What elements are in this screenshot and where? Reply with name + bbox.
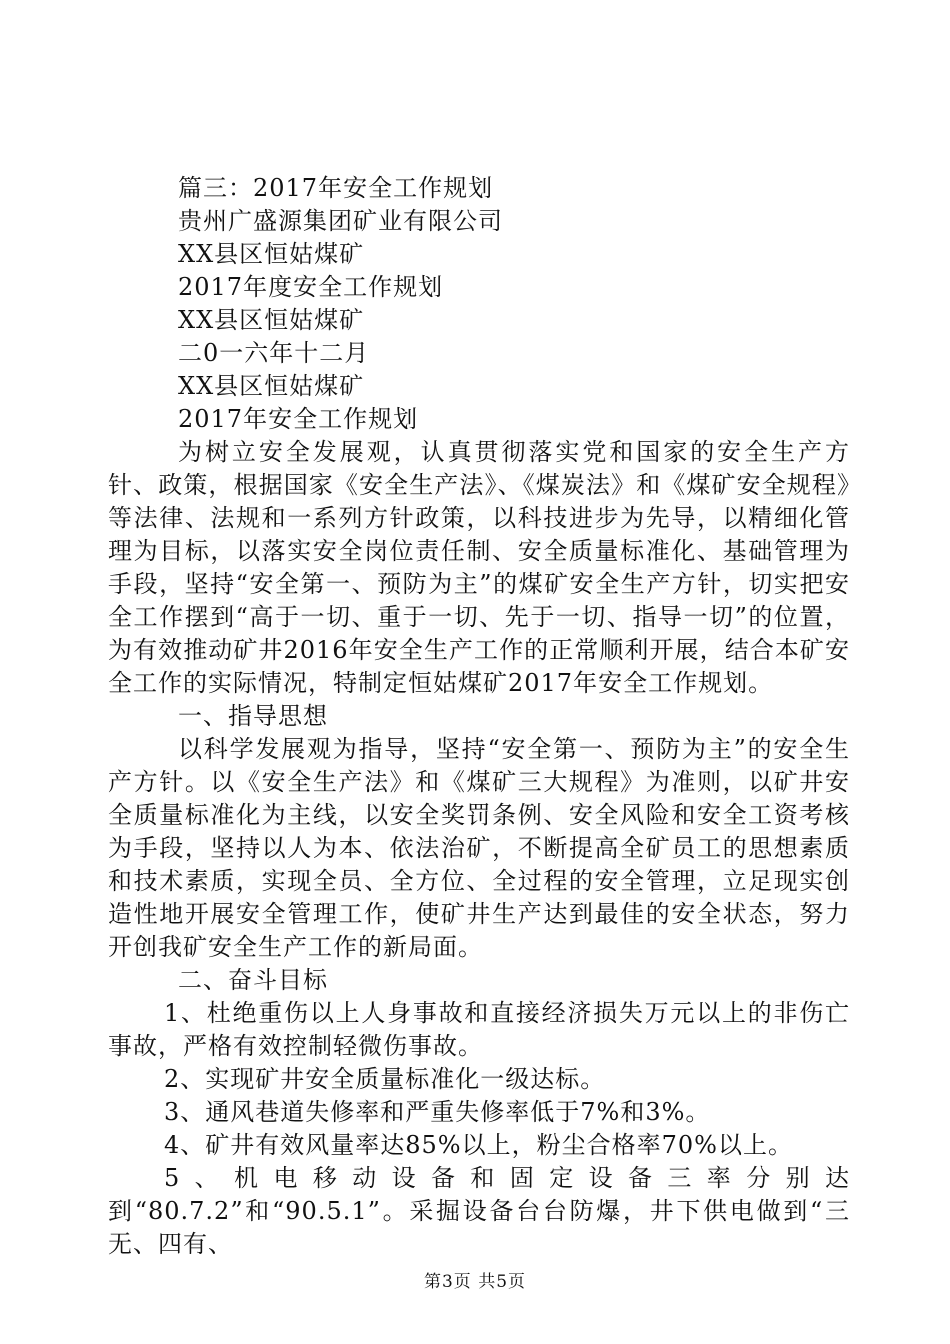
goal-item: 5、机电移动设备和固定设备三率分别达到“80.7.2”和“90.5.1”。采掘设备台台防爆，井下供电做到“三无、四有、: [108, 1164, 850, 1258]
goal-item: 3、通风巷道失修率和严重失修率低于7%和3%。: [164, 1098, 711, 1126]
mine-name: XX县区恒姑煤矿: [178, 240, 365, 268]
intro-paragraph: 为树立安全发展观，认真贯彻落实党和国家的安全生产方针、政策，根据国家《安全生产法》、《煤炭法》和《煤矿安全规程》等法律、法规和一系列方针政策，以科技进步为先导，以精细化管理为目标，以落实安全岗位责任制、安全质量标准化、基础管理为手段，坚持“安全第一、预防为主”的煤矿安全生产方针，切实把安全工作摆到“高于一切、重于一切、先于一切、指导一切”的位置，为有效推动矿井2016年安全生产工作的正常顺利开展，结合本矿安全工作的实际情况，特制定恒姑煤矿2017年安全工作规划。: [108, 438, 850, 697]
section-heading-guiding-ideology: 一、指导思想: [178, 702, 328, 730]
company-name: 贵州广盛源集团矿业有限公司: [178, 207, 503, 235]
mine-name-repeat: XX县区恒姑煤矿: [178, 372, 365, 400]
page-number-footer: 第3页 共5页: [423, 1272, 527, 1292]
guiding-ideology-paragraph: 以科学发展观为指导，坚持“安全第一、预防为主”的安全生产方针。以《安全生产法》和《煤矿三大规程》为准则，以矿井安全质量标准化为主线，以安全奖罚条例、安全风险和安全工资考核为手段，坚持以人为本、依法治矿，不断提高全矿员工的思想素质和技术素质，实现全员、全方位、全过程的安全管理，立足现实创造性地开展安全管理工作，使矿井生产达到最佳的安全状态，努力开创我矿安全生产工作的新局面。: [108, 735, 850, 961]
issue-date: 二0一六年十二月: [178, 339, 370, 367]
document-body: [108, 172, 850, 1261]
goal-item: 4、矿井有效风量率达85%以上，粉尘合格率70%以上。: [164, 1131, 793, 1159]
goal-item: 2、实现矿井安全质量标准化一级达标。: [164, 1065, 606, 1093]
goal-item: 1、杜绝重伤以上人身事故和直接经济损失万元以上的非伤亡事故，严格有效控制轻微伤事故。: [108, 999, 850, 1060]
section-heading-goals: 二、奋斗目标: [178, 966, 328, 994]
plan-title: 2017年度安全工作规划: [178, 273, 444, 301]
mine-name-signature: XX县区恒姑煤矿: [178, 306, 365, 334]
plan-title-repeat: 2017年安全工作规划: [178, 405, 419, 433]
article-heading: 篇三：2017年安全工作规划: [178, 174, 494, 202]
